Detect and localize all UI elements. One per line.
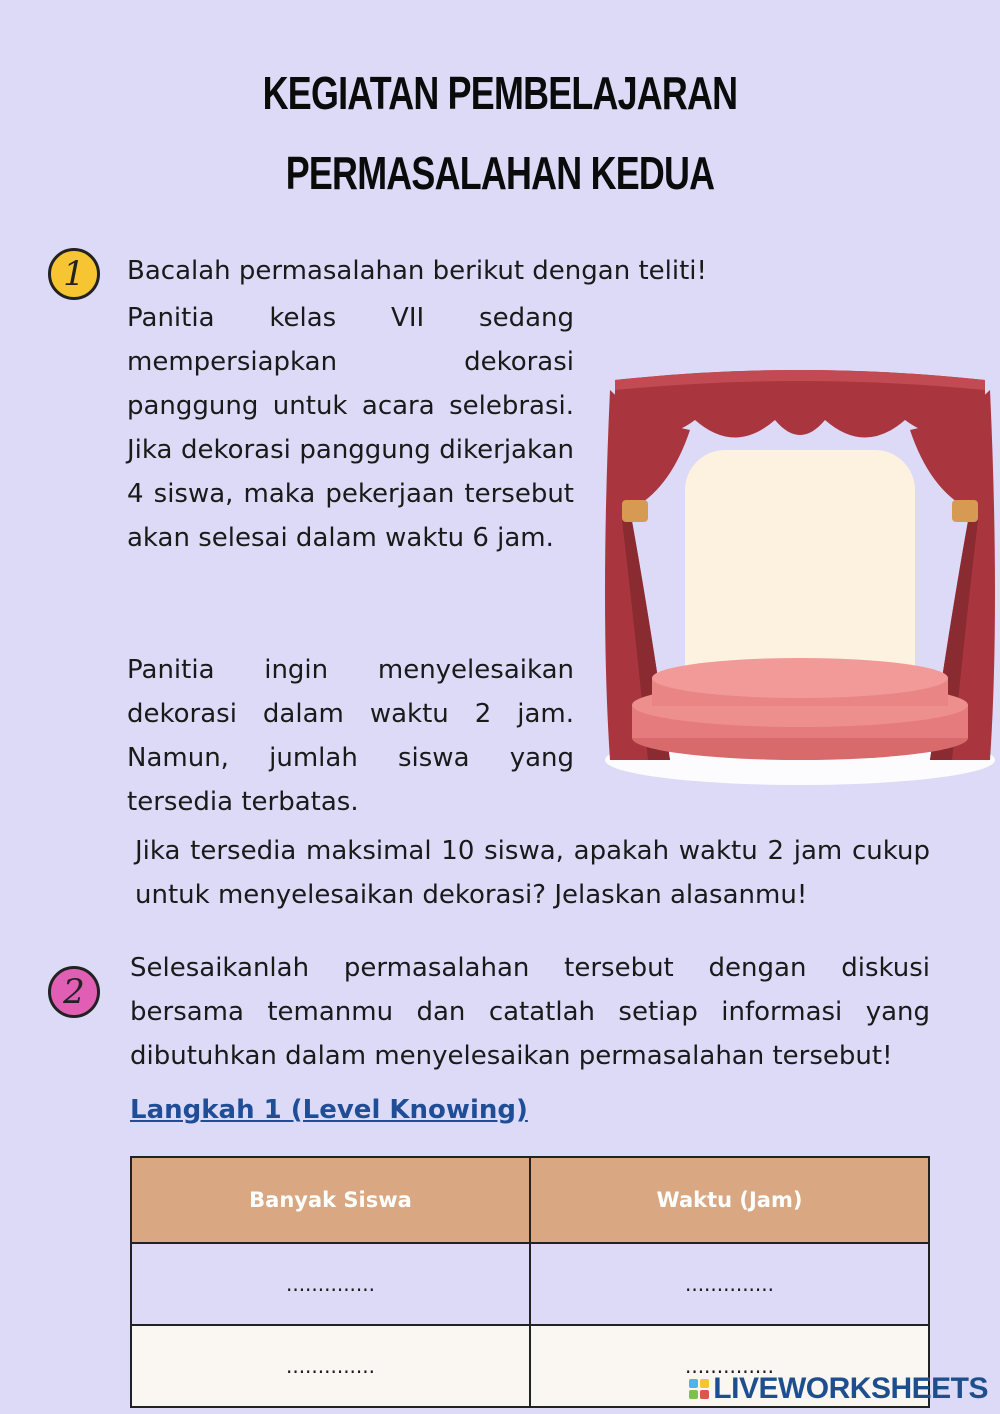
step-title-link: Langkah 1 (Level Knowing) bbox=[130, 1095, 528, 1125]
instruction-paragraph: Selesaikanlah permasalahan tersebut dengan diskusi bersama temanmu dan catatlah setiap informasi yang dibutuhkan dalam menyelesaikan permasalahan tersebut! bbox=[130, 953, 930, 1071]
problem-paragraph-2: Panitia ingin menyelesaikan dekorasi dalam waktu 2 jam. Namun, jumlah siswa yang tersedia terbatas. bbox=[127, 655, 574, 817]
answer-cell[interactable]: .............. bbox=[530, 1325, 929, 1407]
page-title-line1: KEGIATAN PEMBELAJARAN bbox=[262, 67, 738, 119]
problem-paragraph-1: Panitia kelas VII sedang mempersiapkan dekorasi panggung untuk acara selebrasi. Jika dekorasi panggung dikerjakan 4 siswa, maka pekerjaan tersebut akan selesai dalam waktu 6 jam. bbox=[127, 303, 574, 553]
logo-grid-icon bbox=[689, 1379, 709, 1399]
answer-cell[interactable]: .............. bbox=[131, 1243, 530, 1325]
answer-table bbox=[130, 1156, 930, 1408]
stage-curtain-icon bbox=[600, 360, 1000, 790]
table-row bbox=[131, 1243, 929, 1325]
problem-question: Jika tersedia maksimal 10 siswa, apakah waktu 2 jam cukup untuk menyelesaikan dekorasi? Jelaskan alasanmu! bbox=[135, 836, 930, 910]
column-header-waktu: Waktu (Jam) bbox=[530, 1157, 929, 1243]
page-title-line2: PERMASALAHAN KEDUA bbox=[285, 147, 715, 199]
intro-text: Bacalah permasalahan berikut dengan teliti! bbox=[127, 256, 707, 286]
liveworksheets-logo bbox=[689, 1372, 988, 1406]
answer-cell[interactable]: .............. bbox=[530, 1243, 929, 1325]
logo-text: LIVEWORKSHEETS bbox=[713, 1372, 988, 1405]
column-header-banyak-siswa: Banyak Siswa bbox=[131, 1157, 530, 1243]
step-number-badge-2: 2 bbox=[48, 966, 100, 1018]
answer-cell[interactable]: .............. bbox=[131, 1325, 530, 1407]
step-number-badge-1: 1 bbox=[48, 248, 100, 300]
